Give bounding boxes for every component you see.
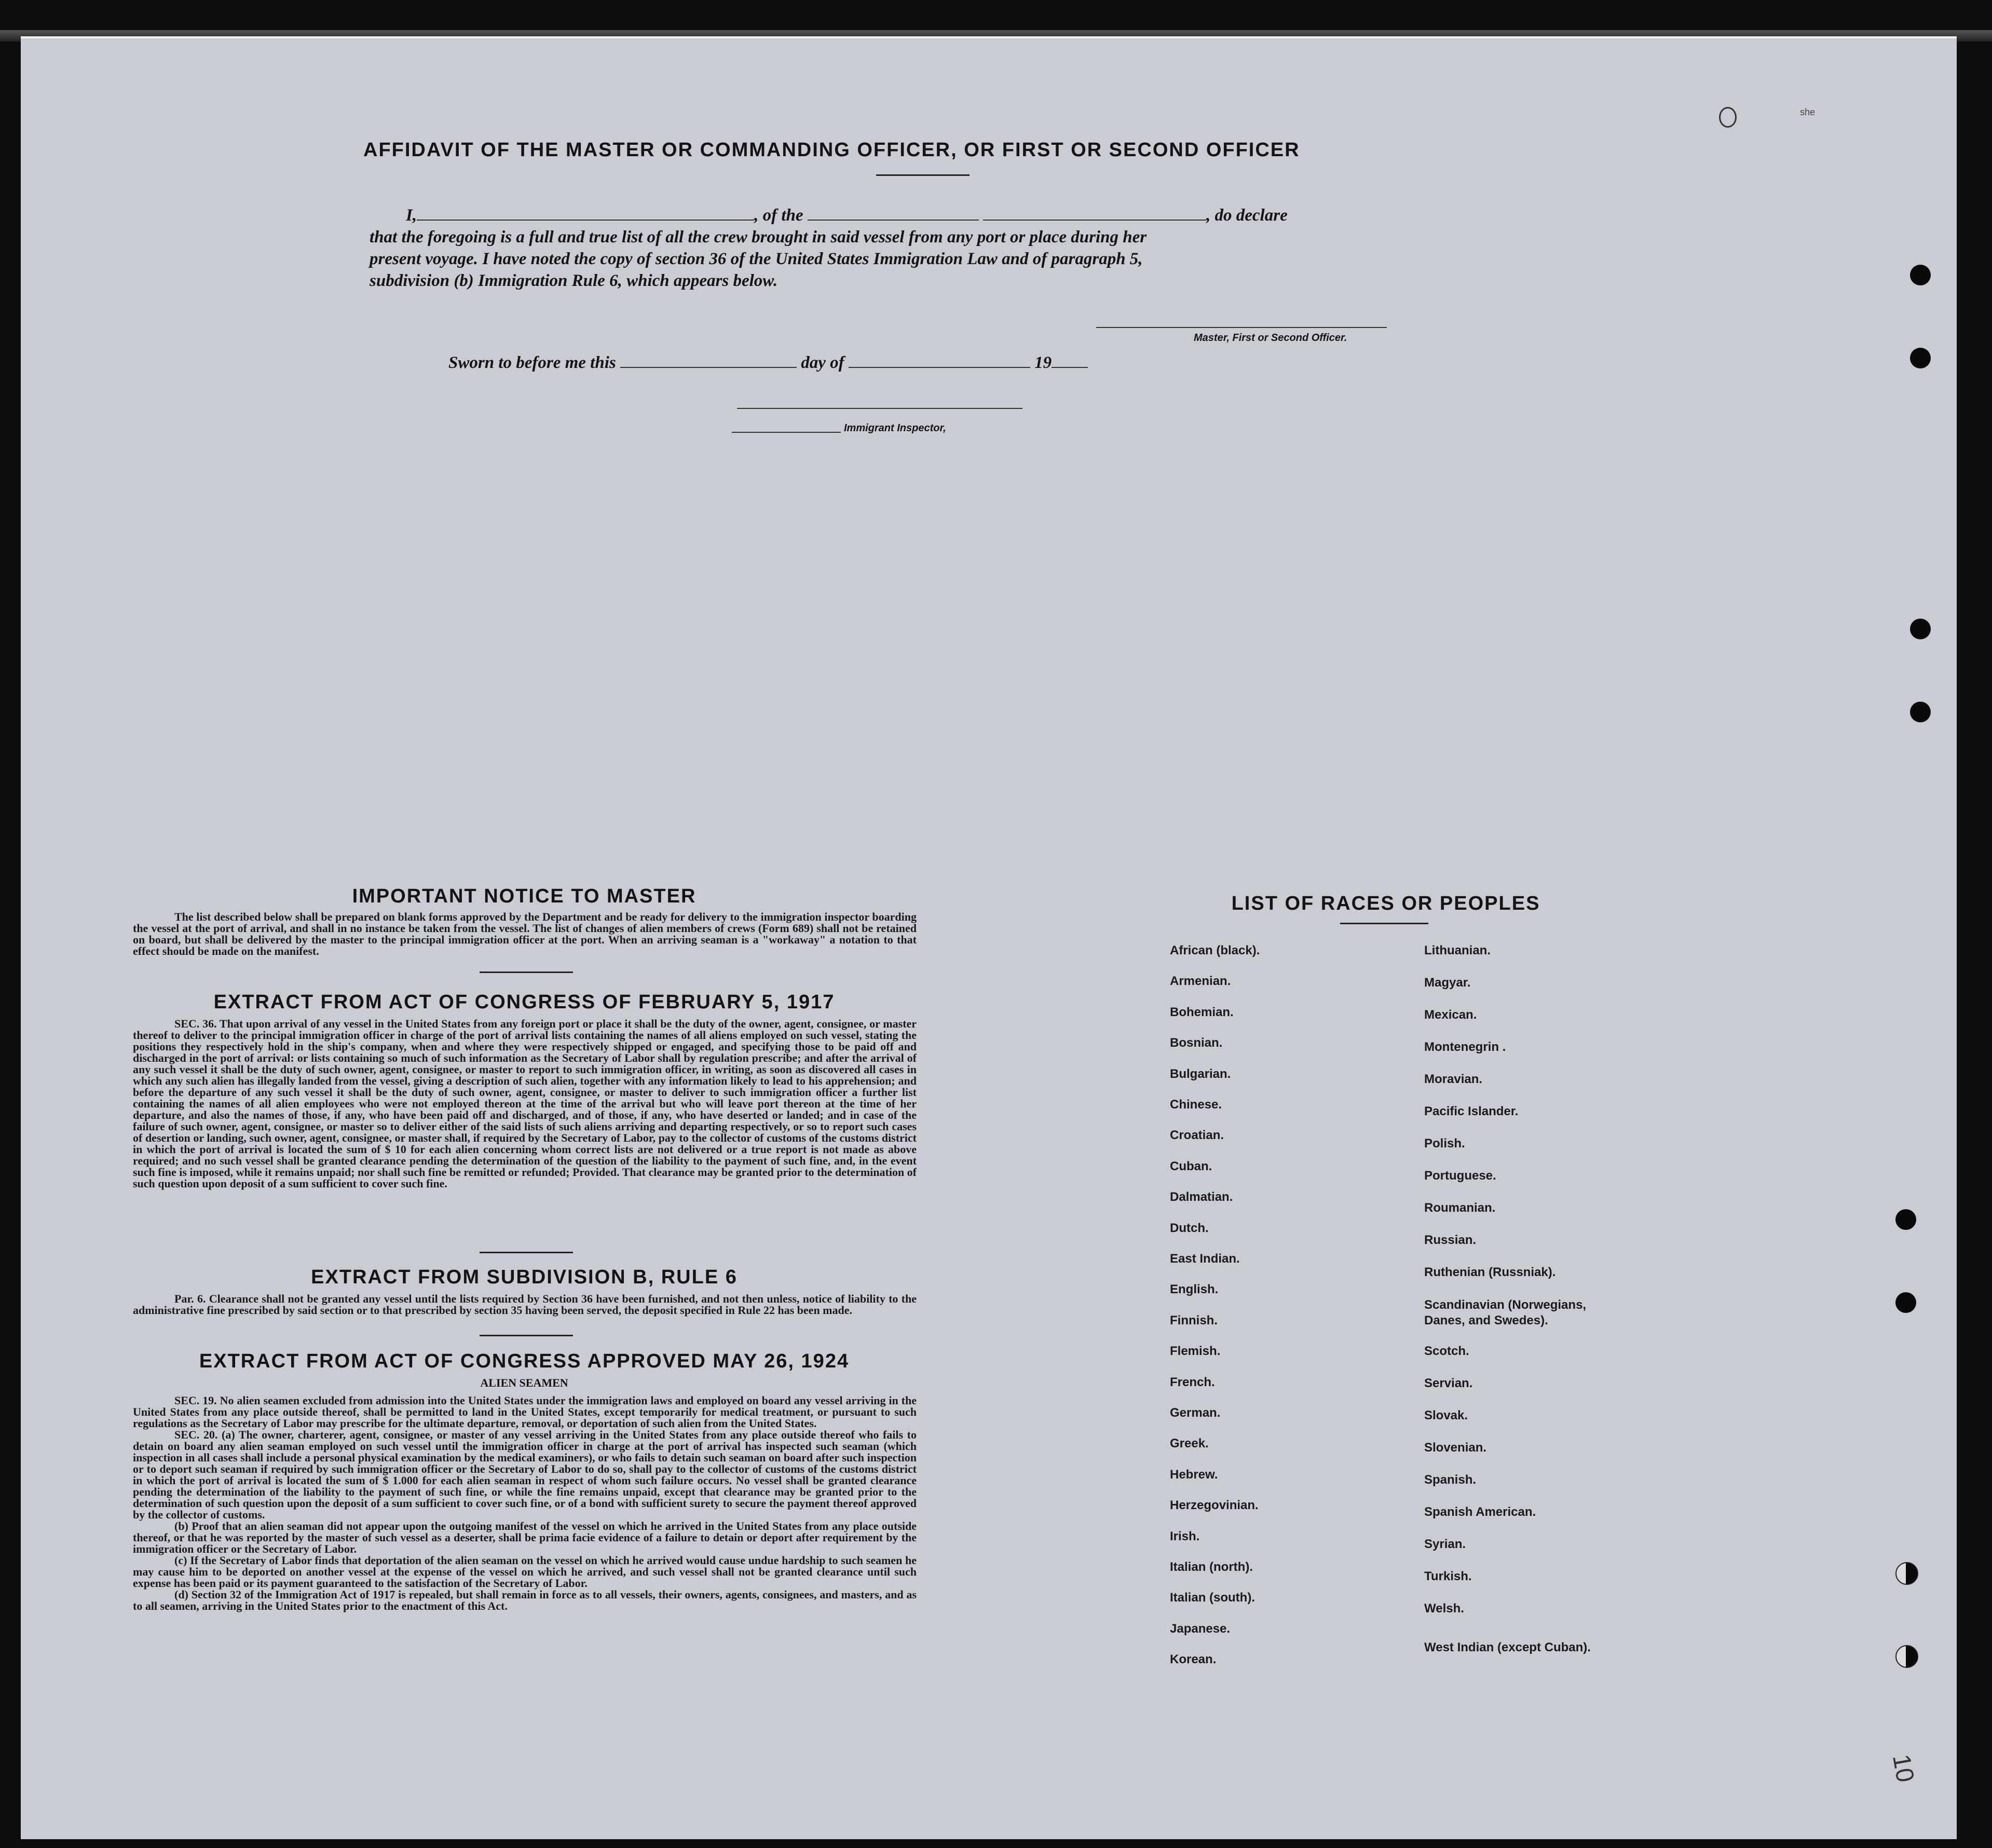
circle-mark-icon <box>1719 107 1737 128</box>
race-item: Scandinavian (Norwegians, Danes, and Swedes). <box>1424 1298 1587 1327</box>
race-item: Irish. <box>1170 1529 1200 1543</box>
sworn-month-blank-field[interactable] <box>849 367 1030 368</box>
binder-hole-icon <box>1895 1292 1916 1313</box>
race-item: German. <box>1170 1406 1221 1420</box>
affidavit-line2: that the foregoing is a full and true list of all the crew brought in said vessel from any port or place during her <box>370 228 1147 247</box>
divider <box>480 1335 573 1336</box>
binder-hole-icon <box>1910 265 1931 285</box>
year-text: 19 <box>1034 353 1052 372</box>
race-item: French. <box>1170 1375 1215 1389</box>
race-item: East Indian. <box>1170 1252 1240 1266</box>
extract-1924-text <box>133 1395 917 1612</box>
affidavit-line3: present voyage. I have noted the copy of section 36 of the United States Immigration Law and of paragraph 5, <box>370 250 1143 268</box>
race-item: Slovenian. <box>1424 1441 1487 1455</box>
alien-seamen-subtitle: ALIEN SEAMEN <box>480 1376 568 1389</box>
binder-hole-icon <box>1910 702 1931 722</box>
master-label: Master, First or Second Officer. <box>1194 332 1347 344</box>
race-item: Armenian. <box>1170 974 1231 989</box>
sec-20c-paragraph: (c) If the Secretary of Labor finds that deportation of the alien seaman on the vessel on which he arrived would cause undue hardship to such seamen he may cause him to be deported on another vessel at the expense of the vessel on which he arrived, and such vessel shall not be granted clearance until such expense has been paid or its payment guaranteed to the satisfaction of the Secretary of Labor. <box>133 1554 917 1590</box>
race-item: Chinese. <box>1170 1098 1222 1112</box>
subdivision-text <box>133 1293 917 1316</box>
race-item: Bohemian. <box>1170 1005 1234 1019</box>
race-item: Bosnian. <box>1170 1036 1223 1050</box>
extract-1917-title: EXTRACT FROM ACT OF CONGRESS OF FEBRUARY 5, 1917 <box>213 991 835 1013</box>
vessel-name-blank-field[interactable] <box>983 220 1206 221</box>
divider <box>480 1252 573 1253</box>
notice-text <box>133 911 917 957</box>
race-item: Polish. <box>1424 1137 1465 1151</box>
sworn-day-blank-field[interactable] <box>620 367 797 368</box>
race-item: Dutch. <box>1170 1221 1209 1235</box>
race-item: Bulgarian. <box>1170 1066 1231 1081</box>
race-item: Pacific Islander. <box>1424 1104 1519 1118</box>
sworn-line <box>448 351 1088 375</box>
race-item: Flemish. <box>1170 1344 1221 1359</box>
binder-hole-icon <box>1895 1562 1918 1585</box>
race-item: West Indian (except Cuban). <box>1424 1640 1591 1654</box>
vessel-blank-field[interactable] <box>808 220 979 221</box>
sec-20a-paragraph: SEC. 20. (a) The owner, charterer, agent, consignee, or master of any vessel arriving in the United States from any place outside thereof who fails to detain on board any alien seaman employed on such vessel until the immigration officer in charge at the port of arrival has inspected such seaman (which inspection in all cases shall include a personal physical examination by the medical examiners), or who fails to detain such seaman on board after such inspection or to deport such seaman if required by such immigration officer or the Secretary of Labor to do so, shall pay to the collector of customs of the customs district in which the port of arrival is located the sum of $ 1.000 for each alien seaman in respect of whom such failure occurs. No vessel shall be granted clearance pending the determination of the liability to the payment of such fine, or while the fine remains unpaid, except that clearance may be granted prior to the determination of such question upon the deposit of a sum sufficient to cover such fine, or of a bond with sufficient surety to secure the payment thereof approved by the collector of customs. <box>133 1428 917 1521</box>
race-item: Dalmatian. <box>1170 1190 1233 1204</box>
binder-hole-icon <box>1895 1209 1916 1230</box>
divider <box>480 971 573 973</box>
inspector-label: Immigrant Inspector, <box>844 422 946 434</box>
sec-20d-paragraph: (d) Section 32 of the Immigration Act of 1917 is repealed, but shall remain in force as to all vessels, their owners, agents, consignees, and masters, and as to all seamen, arriving in the United States prior to the enactment of this Act. <box>133 1588 917 1612</box>
master-signature-line[interactable] <box>1096 327 1387 328</box>
sworn-text: Sworn to before me this <box>448 353 616 372</box>
binder-hole-icon <box>1910 348 1931 368</box>
sec-36-paragraph: SEC. 36. That upon arrival of any vessel in the United States from any foreign port or place it shall be the duty of the owner, agent, consignee, or master thereof to deliver to the principal immigration officer in charge of the port of arrival lists containing the names of all aliens employed on such vessel, stating the positions they respectively hold in the ship's company, when and where they were respectively shipped or engaged, and specifying those to be paid off and discharged in the port of arrival: or lists containing so much of such information as the Secretary of Labor shall by regulation prescribe; and after the arrival of any such vessel it shall be the duty of such owner, agent, consignee, or master to report to such immigration officer, in writing, as soon as discovered all cases in which any such alien has illegally landed from the vessel, giving a description of such alien, together with any information likely to lead to his apprehension; and before the departure of any such vessel it shall be the duty of such owner, agent, consignee, or master to deliver to such immigration officer a further list containing the names of all alien employees who were not employed thereon at the time of the arrival but who will leave port thereon at the time of her departure, and also the names of those, if any, who have been paid off and discharged, and of those, if any, who have deserted or landed; and in case of the failure of such owner, agent, consignee, or master so to deliver either of the said lists of such aliens arriving and departing respectively, or so to report such cases of desertion or landing, such owner, agent, consignee, or master shall, if required by the Secretary of Labor, pay to the collector of customs of the customs district in which the port of arrival is located the sum of $ 10 for each alien concerning whom correct lists are not delivered or a true report is not made as above required; and no such vessel shall be granted clearance pending the determination of the question of the liability to the payment of such fine, and, in the event such fine is imposed, while it remains unpaid; nor shall such fine be remitted or refunded; Provided. That clearance may be granted prior to the determination of such question upon deposit of a sum sufficient to cover such fine. <box>133 1017 917 1190</box>
affidavit-of-the: , of the <box>754 206 803 225</box>
race-item: Syrian. <box>1424 1537 1466 1551</box>
inspector-signature-line[interactable] <box>737 408 1022 409</box>
divider <box>876 174 970 176</box>
affidavit-i: I, <box>406 206 417 225</box>
race-item: Croatian. <box>1170 1128 1224 1143</box>
affidavit-line4: subdivision (b) Immigration Rule 6, which appears below. <box>370 271 778 290</box>
sec-20b-paragraph: (b) Proof that an alien seaman did not appear upon the outgoing manifest of the vessel on which he arrived in the United States from any place outside thereof, or that he was reported by the master of such vessel as a deserter, shall be prima facie evidence of a failure to detain or deport after requirement by the immigration officer or the Secretary of Labor. <box>133 1520 917 1555</box>
race-item: Hebrew. <box>1170 1467 1218 1482</box>
notice-paragraph: The list described below shall be prepared on blank forms approved by the Department and be ready for delivery to the immigration inspector boarding the vessel at the port of arrival, and shall in no instance be taken from the vessel. The list of changes of alien members of crews (Form 689) shall not be retained on board, but shall be delivered by the master to the principal immigration officer at the port. When an arriving seaman is a "workaway" a notation to that effect should be made on the manifest. <box>133 910 917 957</box>
races-title: LIST OF RACES OR PEOPLES <box>1231 893 1540 914</box>
race-item: Greek. <box>1170 1436 1209 1451</box>
race-item: Slovak. <box>1424 1408 1468 1422</box>
race-item: Roumanian. <box>1424 1201 1496 1215</box>
race-item: Spanish. <box>1424 1473 1477 1487</box>
subdivision-title: EXTRACT FROM SUBDIVISION B, RULE 6 <box>311 1266 738 1288</box>
race-item: Russian. <box>1424 1233 1477 1247</box>
par-6-paragraph: Par. 6. Clearance shall not be granted any vessel until the lists required by Section 36 have been furnished, and not then unless, notice of liability to the administrative fine prescribed by said section or to that prescribed by section 35 having been served, the deposit specified in Rule 22 has been made. <box>133 1292 917 1317</box>
race-item: African (black). <box>1170 943 1260 957</box>
race-item: Finnish. <box>1170 1313 1218 1327</box>
affidavit-do-declare: , do declare <box>1206 206 1288 225</box>
race-item: Korean. <box>1170 1652 1217 1667</box>
race-item: English. <box>1170 1282 1219 1297</box>
race-item: Scotch. <box>1424 1344 1469 1358</box>
day-of-text: day of <box>801 353 844 372</box>
race-item: Spanish American. <box>1424 1505 1536 1519</box>
race-item: Italian (south). <box>1170 1591 1255 1605</box>
extract-1924-title: EXTRACT FROM ACT OF CONGRESS APPROVED MAY 26, 1924 <box>199 1350 850 1372</box>
notice-title: IMPORTANT NOTICE TO MASTER <box>352 885 697 907</box>
race-item: Lithuanian. <box>1424 943 1491 957</box>
race-item: Magyar. <box>1424 976 1471 990</box>
divider <box>1340 923 1428 924</box>
extract-1917-text <box>133 1018 917 1189</box>
race-item: Herzegovinian. <box>1170 1498 1259 1513</box>
name-blank-field[interactable] <box>417 220 754 221</box>
binder-hole-icon <box>1895 1645 1918 1668</box>
race-item: Moravian. <box>1424 1072 1483 1086</box>
race-item: Portuguese. <box>1424 1169 1496 1183</box>
race-item: Montenegrin . <box>1424 1040 1506 1054</box>
race-item: Japanese. <box>1170 1621 1231 1636</box>
page-number: 10 <box>1887 1752 1919 1785</box>
year-blank-field[interactable] <box>1052 367 1088 368</box>
affidavit-line1 <box>406 203 1288 228</box>
race-item: Italian (north). <box>1170 1560 1253 1574</box>
race-item: Ruthenian (Russniak). <box>1424 1265 1556 1279</box>
race-item: Mexican. <box>1424 1008 1477 1022</box>
inspector-line-short <box>732 432 841 433</box>
race-item: Cuban. <box>1170 1159 1212 1173</box>
race-item: Welsh. <box>1424 1601 1464 1616</box>
corner-mark: she <box>1800 107 1816 117</box>
binder-hole-icon <box>1910 619 1931 639</box>
affidavit-title: AFFIDAVIT OF THE MASTER OR COMMANDING OFFICER, OR FIRST OR SECOND OFFICER <box>363 139 1300 161</box>
race-item: Turkish. <box>1424 1569 1472 1583</box>
sec-19-paragraph: SEC. 19. No alien seamen excluded from admission into the United States under the immigration laws and employed on board any vessel arriving in the United States from any place outside thereof, shall be permitted to land in the United States, except temporarily for medical treatment, or pursuant to such regulations as the Secretary of Labor may prescribe for the ultimate departure, removal, or deportation of such alien from the United States. <box>133 1394 917 1430</box>
race-item: Servian. <box>1424 1376 1473 1390</box>
